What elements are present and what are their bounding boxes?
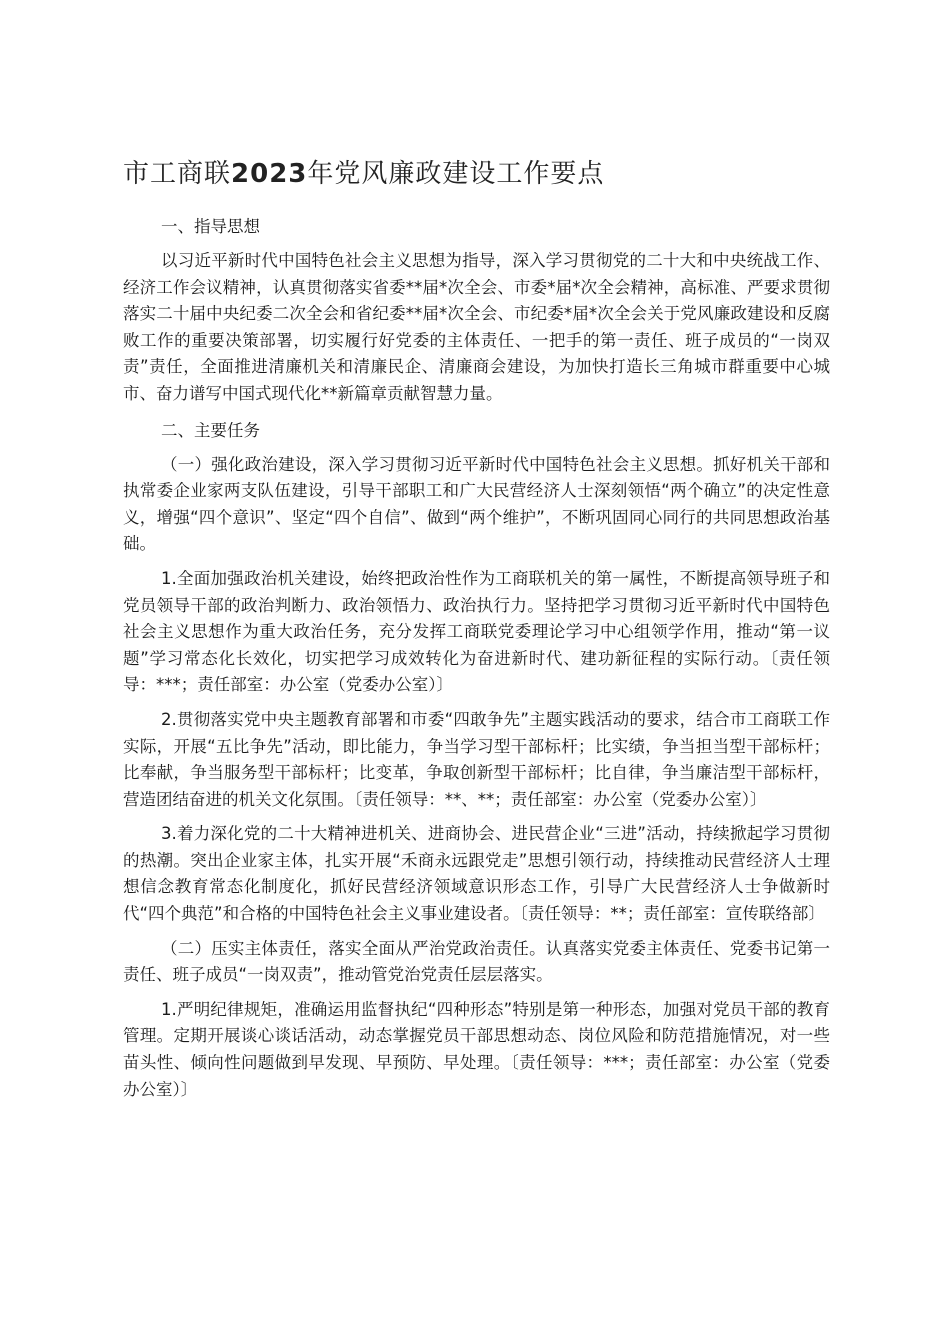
section-body-guiding-thought: 以习近平新时代中国特色社会主义思想为指导，深入学习贯彻党的二十大和中央统战工作、经济工作会议精神，认真贯彻落实省委**届*次全会、市委*届*次全会精神，高标准、严要求贯彻落实二十届中央纪委二次全会和省纪委**届*次全会、市纪委*届*次全会关于党风廉政建设和反腐败工作的重要决策部署，切实履行好党委的主体责任、一把手的第一责任、班子成员的“一岗双责”责任，全面推进清廉机关和清廉民企、清廉商会建设，为加快打造长三角城市群重要中心城市、奋力谱写中国式现代化**新篇章贡献智慧力量。 <box>123 251 830 403</box>
title-year: 2023 <box>231 159 308 189</box>
task-2-intro: （二）压实主体责任，落实全面从严治党政治责任。认真落实党委主体责任、党委书记第一责任、班子成员“一岗双责”，推动管党治党责任层层落实。 <box>123 938 830 985</box>
task-1-item-1: 1.全面加强政治机关建设，始终把政治性作为工商联机关的第一属性，不断提高领导班子和党员领导干部的政治判断力、政治领悟力、政治执行力。坚持把学习贯彻习近平新时代中国特色社会主义思想作为重大政治任务，充分发挥工商联党委理论学习中心组领学作用，推动“第一议题”学习常态化长效化，切实把学习成效转化为奋进新时代、建功新征程的实际行动。〔责任领导：***；责任部室：办公室（党委办公室）〕 <box>123 568 830 695</box>
section-heading-guiding-thought: 一、指导思想 <box>161 217 260 236</box>
task-1-item-3: 3.着力深化党的二十大精神进机关、进商协会、进民营企业“三进”活动，持续掀起学习贯彻的热潮。突出企业家主体，扎实开展“禾商永远跟党走”思想引领行动，持续推动民营经济人士理想信念教育常态化制度化，抓好民营经济领域意识形态工作，引导广大民营经济人士争做新时代“四个典范”和合格的中国特色社会主义事业建设者。〔责任领导：**；责任部室：宣传联络部〕 <box>123 824 830 924</box>
document-title <box>123 152 830 196</box>
task-1-item-2: 2.贯彻落实党中央主题教育部署和市委“四敢争先”主题实践活动的要求，结合市工商联工作实际，开展“五比争先”活动，即比能力，争当学习型干部标杆；比实绩，争当担当型干部标杆；比奉献，争当服务型干部标杆；比变革，争取创新型干部标杆；比自律，争当廉洁型干部标杆，营造团结奋进的机关文化氛围。〔责任领导：**、**；责任部室：办公室（党委办公室）〕 <box>123 709 830 809</box>
title-suffix: 年党风廉政建设工作要点 <box>307 159 605 189</box>
task-2-item-1: 1.严明纪律规矩，准确运用监督执纪“四种形态”特别是第一种形态，加强对党员干部的教育管理。定期开展谈心谈话活动，动态掌握党员干部思想动态、岗位风险和防范措施情况，对一些苗头性、倾向性问题做到早发现、早预防、早处理。〔责任领导：***；责任部室：办公室（党委办公室）〕 <box>123 999 830 1099</box>
title-prefix: 市工商联 <box>123 159 232 189</box>
section-heading-main-tasks: 二、主要任务 <box>161 420 260 440</box>
task-1-intro: （一）强化政治建设，深入学习贯彻习近平新时代中国特色社会主义思想。抓好机关干部和执常委企业家两支队伍建设，引导干部职工和广大民营经济人士深刻领悟“两个确立”的决定性意义，增强“四个意识”、坚定“四个自信”、做到“两个维护”，不断巩固同心同行的共同思想政治基础。 <box>123 454 830 554</box>
